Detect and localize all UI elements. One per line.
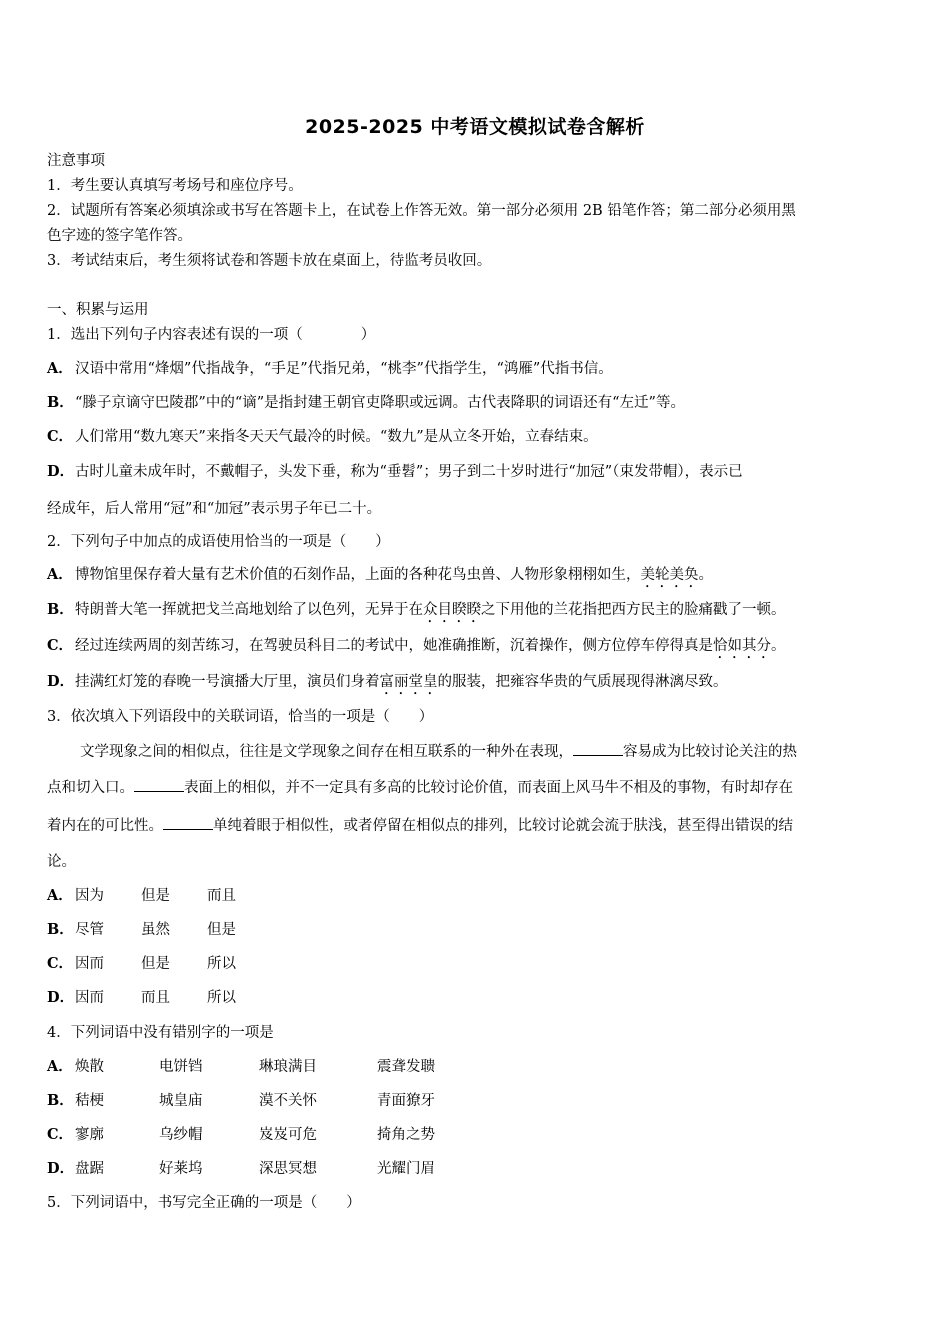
option-text: 。 xyxy=(698,567,713,583)
passage-text: 着内在的可比性。 xyxy=(47,818,163,834)
option-word: 但是 xyxy=(141,956,170,972)
option-text: 经过连续两周的刻苦练习，在驾驶员科目二的考试中，她准确推断，沉着操作，侧方位停车停得真是 xyxy=(75,638,713,654)
option-label: D． xyxy=(47,463,75,480)
question-4-option-c xyxy=(47,1125,435,1145)
option-text: 的服装，把雍容华贵的气质展现得淋漓尽致。 xyxy=(437,674,728,690)
option-label: B． xyxy=(47,394,74,411)
dotted-idiom: 富丽堂皇 xyxy=(379,674,438,690)
fill-blank xyxy=(134,777,184,792)
option-label: C． xyxy=(47,1126,74,1143)
option-word: 但是 xyxy=(141,888,170,904)
question-2-option-b xyxy=(47,600,786,626)
option-label: D． xyxy=(47,1160,75,1177)
passage-line xyxy=(80,741,797,762)
question-5-stem: 5．下列词语中，书写完全正确的一项是（ ） xyxy=(47,1195,361,1211)
option-word: 漠不关怀 xyxy=(259,1093,317,1109)
question-1-stem: 1．选出下列句子内容表述有误的一项（ ） xyxy=(47,327,376,343)
passage-text: 单纯着眼于相似性，或者停留在相似点的排列，比较讨论就会流于肤浅，甚至得出错误的结 xyxy=(213,818,793,834)
option-word: 因而 xyxy=(75,956,104,972)
option-word: 因为 xyxy=(75,888,104,904)
option-word: 寥廓 xyxy=(75,1127,104,1143)
question-1-option-d xyxy=(47,462,743,482)
section-heading: 一、积累与运用 xyxy=(47,302,149,318)
option-label: B． xyxy=(47,601,74,618)
notice-item: 1．考生要认真填写考场号和座位序号。 xyxy=(47,178,303,194)
option-word: 因而 xyxy=(75,990,104,1006)
question-4-stem: 4．下列词语中没有错别字的一项是 xyxy=(47,1025,274,1041)
option-word: 而且 xyxy=(207,888,236,904)
option-label: A． xyxy=(47,1058,73,1075)
question-4-option-d xyxy=(47,1159,435,1179)
option-word: 城皇庙 xyxy=(159,1093,203,1109)
question-3-option-b xyxy=(47,920,236,940)
document-title: 2025-2025 中考语文模拟试卷含解析 xyxy=(305,116,645,138)
notice-item: 2．试题所有答案必须填涂或书写在答题卡上，在试卷上作答无效。第一部分必须用 2B 铅笔作答；第二部分必须用黑 xyxy=(47,203,796,219)
question-3-option-d xyxy=(47,988,236,1008)
option-label: D． xyxy=(47,673,75,690)
notice-item: 色字迹的签字笔作答。 xyxy=(47,228,192,244)
option-text: 博物馆里保存着大量有艺术价值的石刻作品，上面的各种花鸟虫兽、人物形象栩栩如生， xyxy=(75,567,641,583)
passage-line: 论。 xyxy=(47,854,76,870)
option-text: 特朗普大笔一挥就把戈兰高地划给了以色列，无异于在 xyxy=(75,602,423,618)
option-word: 盘踞 xyxy=(75,1161,104,1177)
option-text: 。 xyxy=(771,638,786,654)
question-3-option-c xyxy=(47,954,236,974)
question-4-option-a xyxy=(47,1057,435,1077)
option-word: 乌纱帽 xyxy=(159,1127,203,1143)
option-word: 电饼铛 xyxy=(159,1059,203,1075)
option-label: A． xyxy=(47,566,73,583)
option-word: 秸梗 xyxy=(75,1093,104,1109)
passage-line xyxy=(47,777,793,798)
question-1-option-b xyxy=(47,393,685,413)
option-label: A． xyxy=(47,887,73,904)
fill-blank xyxy=(163,815,213,830)
option-text: 古时儿童未成年时，不戴帽子，头发下垂，称为“垂髫”；男子到二十岁时进行“加冠”（束发带帽），表示已 xyxy=(75,464,743,480)
option-text: 人们常用“数九寒天”来指冬天天气最冷的时候。“数九”是从立冬开始，立春结束。 xyxy=(75,429,598,445)
option-word: 震聋发聩 xyxy=(377,1059,435,1075)
question-2-option-a xyxy=(47,565,713,591)
question-2-stem: 2．下列句子中加点的成语使用恰当的一项是（ ） xyxy=(47,534,390,550)
passage-text: 容易成为比较讨论关注的热 xyxy=(623,744,797,760)
option-word: 所以 xyxy=(207,990,236,1006)
passage-text: 点和切入口。 xyxy=(47,780,134,796)
option-word: 尽管 xyxy=(75,922,104,938)
option-text: 挂满红灯笼的春晚一号演播大厅里，演员们身着 xyxy=(75,674,380,690)
option-text: “滕子京谪守巴陵郡”中的“谪”是指封建王朝官吏降职或远调。古代表降职的词语还有“左迁”等。 xyxy=(75,395,685,411)
option-word: 虽然 xyxy=(141,922,170,938)
dotted-idiom: 恰如其分 xyxy=(713,638,771,654)
fill-blank xyxy=(573,741,623,756)
option-text: 汉语中常用“烽烟”代指战争，“手足”代指兄弟，“桃李”代指学生，“鸿雁”代指书信。 xyxy=(75,361,613,377)
question-1-option-a xyxy=(47,359,613,379)
option-label: B． xyxy=(47,921,74,938)
option-word: 琳琅满目 xyxy=(259,1059,317,1075)
option-label: C． xyxy=(47,955,74,972)
option-word: 掎角之势 xyxy=(377,1127,435,1143)
option-word: 而且 xyxy=(141,990,170,1006)
option-word: 所以 xyxy=(207,956,236,972)
question-4-option-b xyxy=(47,1091,435,1111)
question-3-stem: 3．依次填入下列语段中的关联词语，恰当的一项是（ ） xyxy=(47,709,434,725)
question-3-option-a xyxy=(47,886,236,906)
question-2-option-c xyxy=(47,636,786,662)
passage-text: 文学现象之间的相似点，往往是文学现象之间存在相互联系的一种外在表现， xyxy=(80,744,573,760)
question-1-option-c xyxy=(47,427,598,447)
notice-item: 3．考试结束后，考生须将试卷和答题卡放在桌面上，待监考员收回。 xyxy=(47,253,492,269)
option-word: 但是 xyxy=(207,922,236,938)
question-2-option-d xyxy=(47,672,728,698)
option-label: C． xyxy=(47,637,74,654)
passage-line xyxy=(47,815,793,836)
dotted-idiom: 众目睽睽 xyxy=(423,602,481,618)
notice-heading: 注意事项 xyxy=(47,153,105,169)
option-label: A． xyxy=(47,360,73,377)
option-label: C． xyxy=(47,428,74,445)
option-word: 光耀门眉 xyxy=(377,1161,435,1177)
option-word: 焕散 xyxy=(75,1059,104,1075)
option-word: 深思冥想 xyxy=(259,1161,317,1177)
option-text: 之下用他的兰花指把西方民主的脸痛戳了一顿。 xyxy=(481,602,786,618)
passage-text: 表面上的相似，并不一定具有多高的比较讨论价值，而表面上风马牛不相及的事物，有时却存在 xyxy=(184,780,793,796)
option-word: 岌岌可危 xyxy=(259,1127,317,1143)
option-word: 青面獠牙 xyxy=(377,1093,435,1109)
dotted-idiom: 美轮美奂 xyxy=(640,567,699,583)
option-label: D． xyxy=(47,989,75,1006)
question-1-option-d-cont: 经成年，后人常用“冠”和“加冠”表示男子年已二十。 xyxy=(47,501,382,517)
option-label: B． xyxy=(47,1092,74,1109)
option-word: 好莱坞 xyxy=(159,1161,203,1177)
